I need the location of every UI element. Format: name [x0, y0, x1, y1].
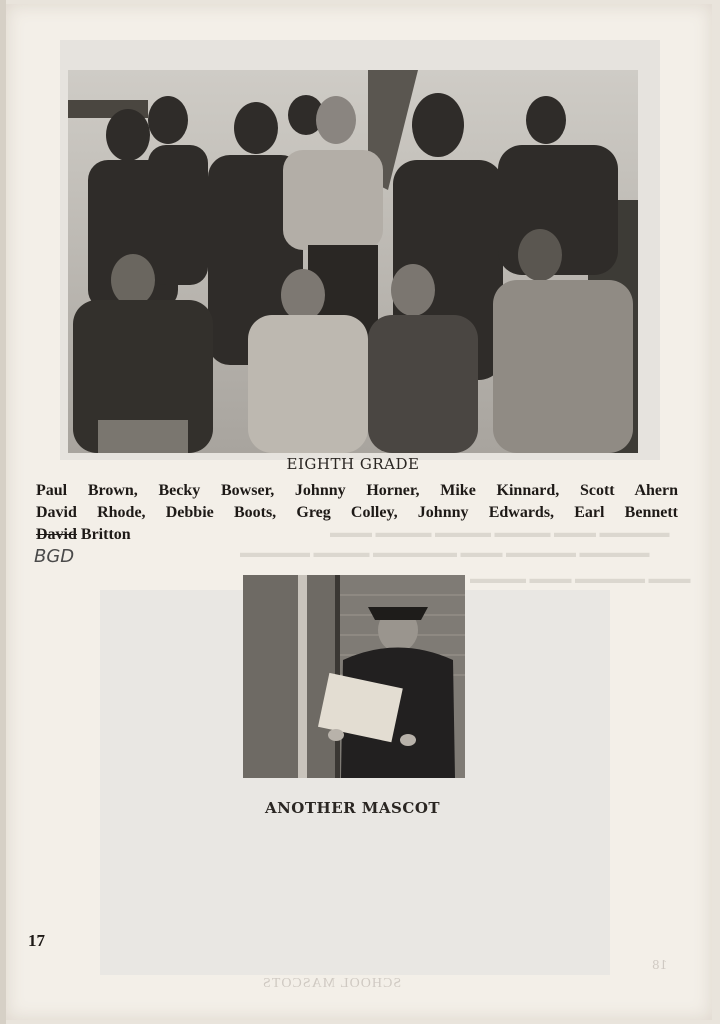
student-names [36, 480, 678, 546]
mascot-photo [243, 575, 465, 778]
name-text: Britton [76, 526, 131, 543]
photo-caption: EIGHTH GRADE [286, 455, 420, 473]
handwritten-note: BGD [34, 546, 75, 567]
mascot-caption: ANOTHER MASCOT [264, 799, 441, 817]
bleed-through-page-number: 18 [652, 958, 668, 972]
bleed-through-line: ▬▬▬ ▬▬▬▬ ▬▬▬▬ ▬▬▬▬ ▬▬▬ ▬▬▬▬▬ [330, 526, 670, 541]
bleed-through-line: ▬▬▬▬▬ ▬▬▬▬ ▬▬▬▬▬▬ ▬▬▬ ▬▬▬▬▬ ▬▬▬▬▬ [240, 546, 650, 561]
names-line: Paul Brown, Becky Bowser, Johnny Horner, Mike Kinnard, Scott Ahern [36, 482, 678, 499]
names-line: David Rhode, Debbie Boots, Greg Colley, Johnny Edwards, Earl Bennett [36, 504, 678, 521]
names-line [36, 524, 678, 546]
eighth-grade-photo [68, 70, 638, 453]
bleed-through-footer: SCHOOL MASCOTS [262, 976, 402, 991]
bleed-through-line: ▬▬▬▬ ▬▬▬ ▬▬▬▬▬ ▬▬▬ [470, 572, 691, 587]
struck-name: David [36, 526, 77, 543]
page-number: 17 [28, 931, 45, 950]
